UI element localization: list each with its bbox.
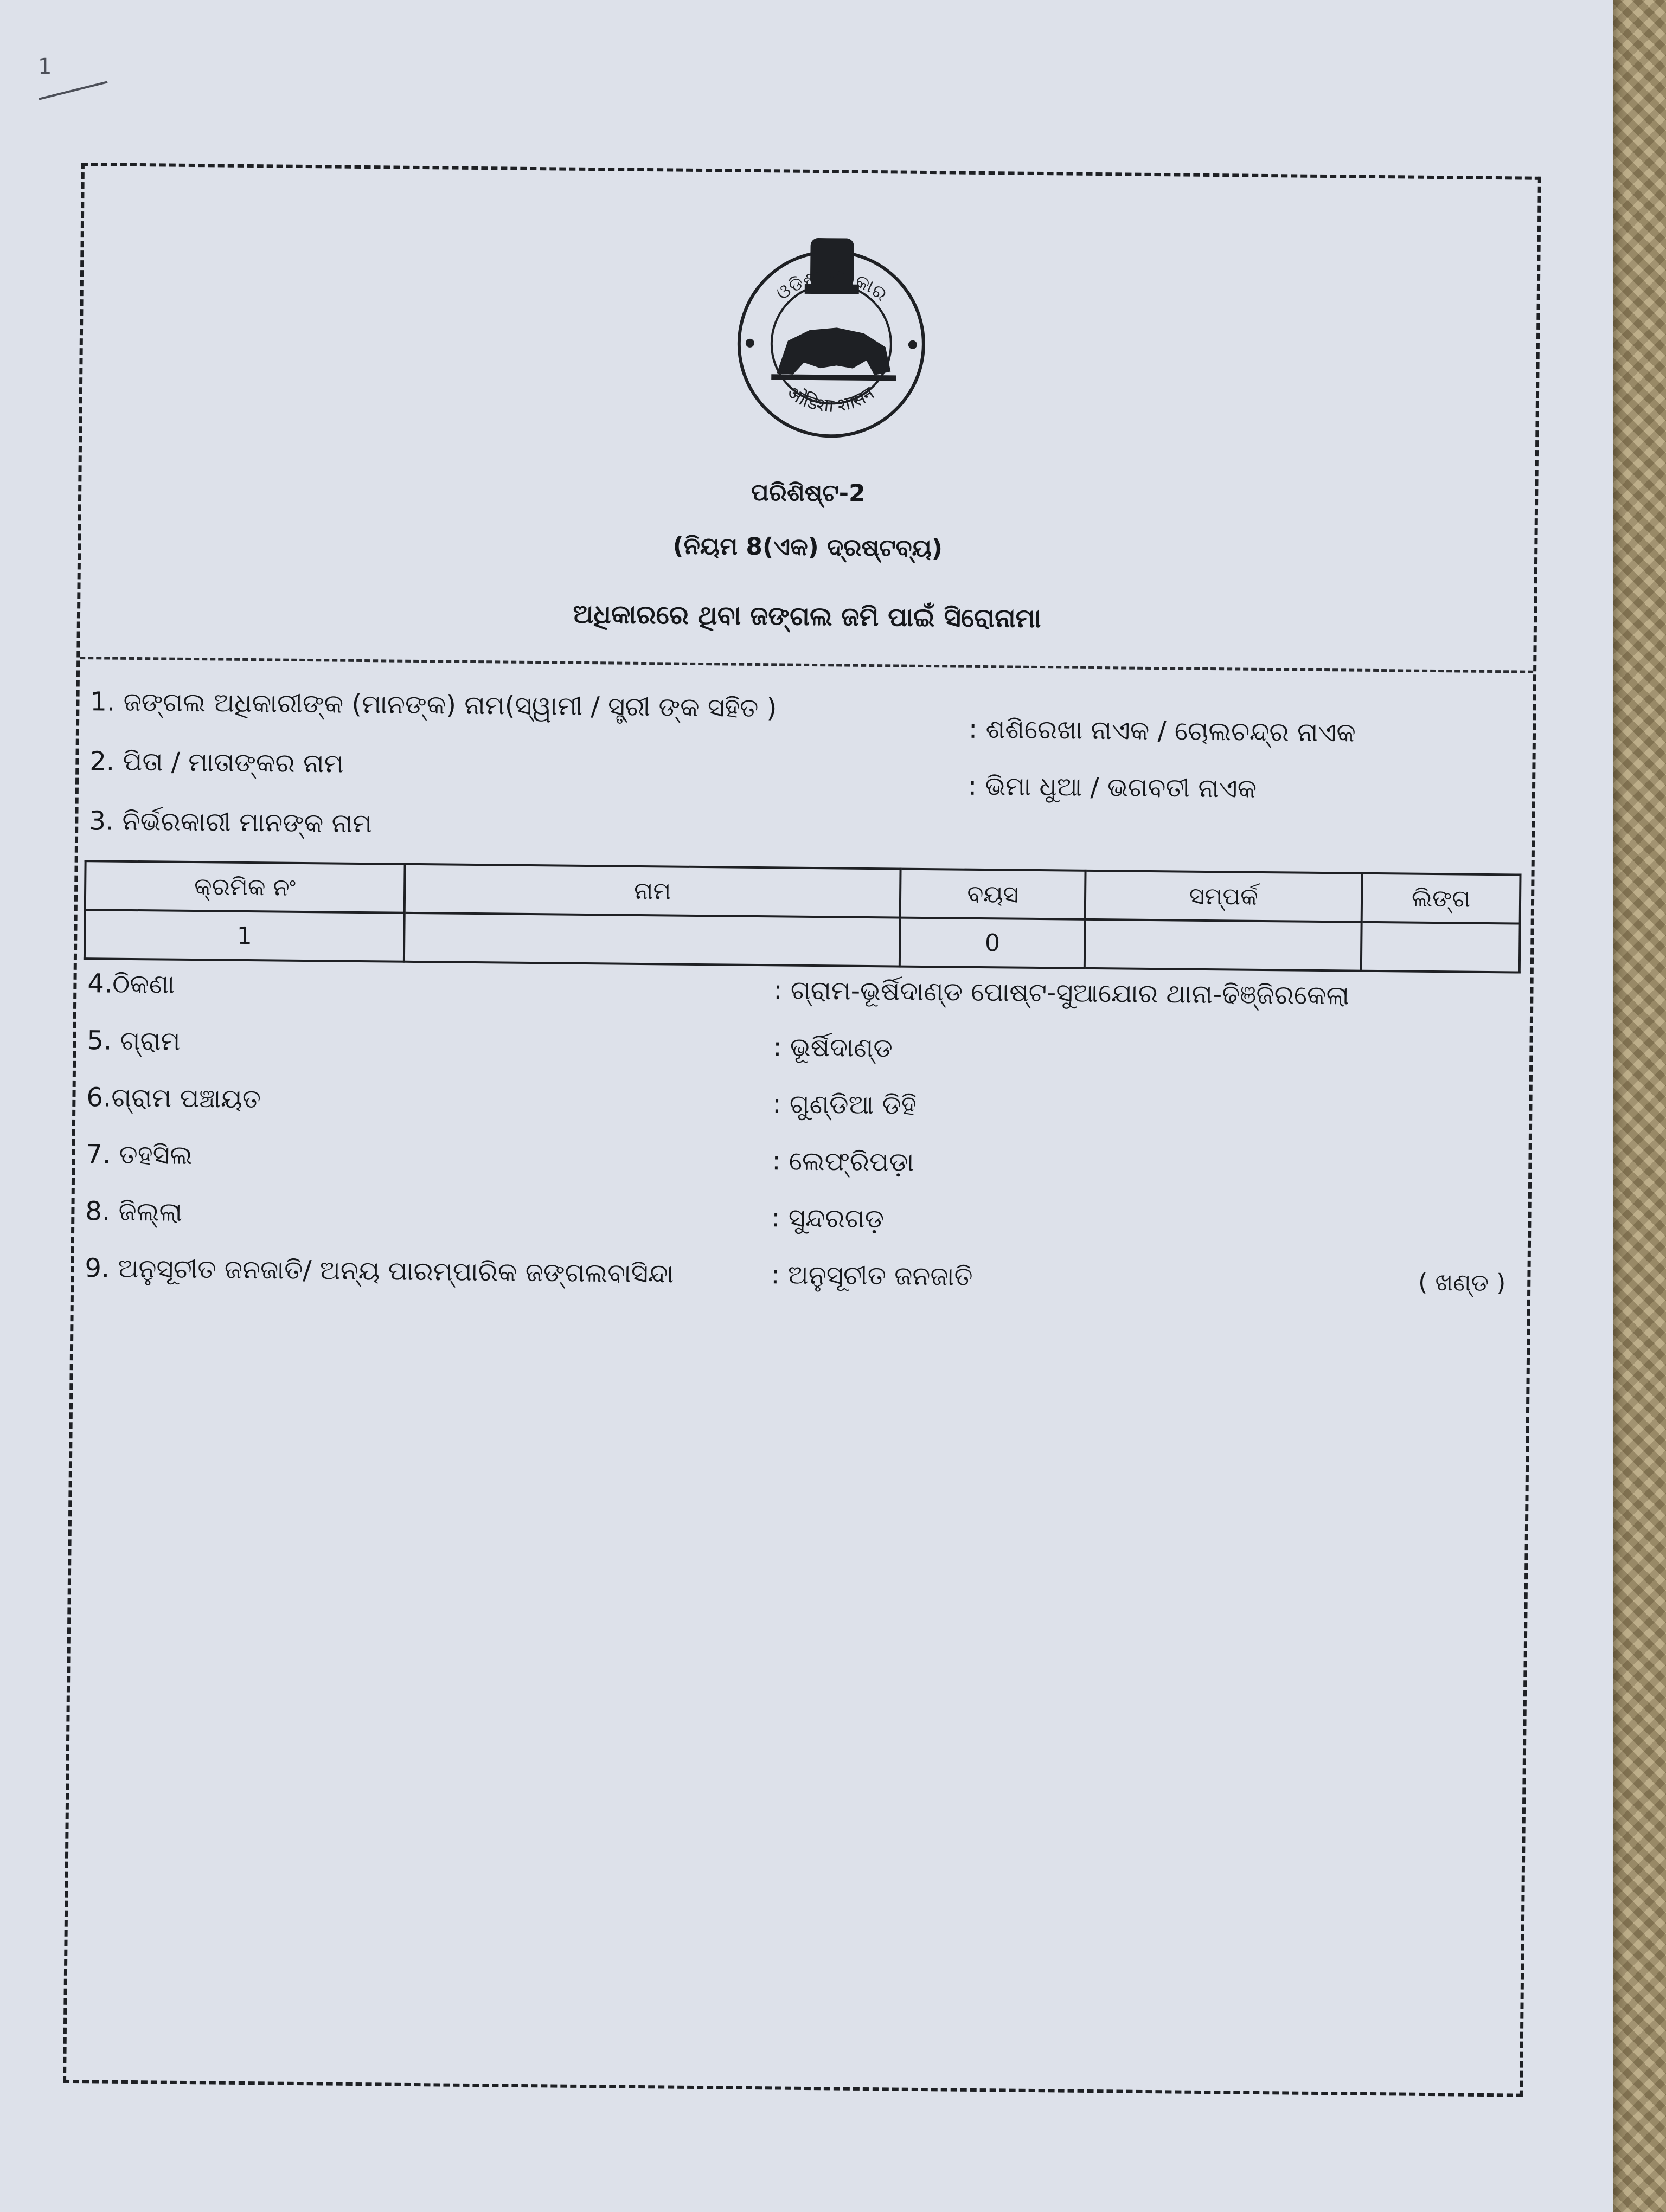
col-name-header: ନାମ: [405, 864, 901, 918]
col-relation-header: ସମ୍ପର୍କ: [1085, 871, 1362, 922]
cell-serial: 1: [85, 910, 405, 962]
col-gender-header: ଲିଙ୍ଗ: [1362, 873, 1521, 924]
tribe-label: 9. ଅନୁସୂଚୀତ ଜନଜାତି/ ଅନ୍ୟ ପାରମ୍ପାରିକ ଜଙ୍ଗଲବାସିନ୍ଦା: [85, 1253, 674, 1289]
parent-label: 2. ପିତା / ମାତାଙ୍କର ନାମ: [89, 746, 344, 779]
cell-relation: [1085, 919, 1361, 971]
form-frame: [63, 163, 1541, 2097]
panchayat-label: 6.ଗ୍ରାମ ପଞ୍ଚାୟତ: [86, 1082, 261, 1115]
district-value: : ସୁନ୍ଦରଗଡ଼: [771, 1203, 885, 1234]
col-serial-header: କ୍ରମିକ ନଂ: [85, 861, 405, 913]
page-number-mark: 1: [38, 54, 52, 79]
document-title: ଅଧିକାରରେ ଥିବା ଜଙ୍ଗଲ ଜମି ପାଇଁ ସିରୋନାମା: [573, 599, 1041, 634]
address-label: 4.ଠିକଣା: [87, 968, 175, 1000]
tribe-suffix: ( ଖଣ୍ଡ ): [1418, 1268, 1506, 1297]
holder-value: : ଶଶିରେଖା ନାଏକ / ଚୋଲଚନ୍ଦ୍ର ନାଏକ: [968, 713, 1356, 748]
tehsil-label: 7. ତହସିଲ: [86, 1139, 193, 1171]
members-table: [84, 860, 1522, 973]
parent-value: : ଭିମା ଧୁଆ / ଭଗବତୀ ନାଏକ: [967, 770, 1257, 804]
holder-label: 1. ଜଙ୍ଗଲ ଅଧିକାରୀଙ୍କ (ମାନଙ୍କ) ନାମ(ସ୍ୱାମୀ / ସ୍ତ୍ରୀ ଙ୍କ ସହିତ ): [90, 686, 777, 724]
panchayat-value: : ଗୁଣ୍ଡିଆ ଡିହି: [772, 1089, 917, 1121]
page-mark-stroke: [39, 81, 107, 100]
cell-gender: [1361, 922, 1520, 973]
col-age-header: ବୟସ: [900, 869, 1086, 919]
rule-reference: (ନିୟମ 8(ଏକ) ଦ୍ରଷ୍ଟବ୍ୟ): [672, 532, 943, 563]
dependents-label: 3. ନିର୍ଭରକାରୀ ମାନଙ୍କ ନାମ: [89, 806, 373, 839]
faint-stamp-text: [369, 266, 409, 462]
village-label: 5. ଗ୍ରାମ: [87, 1025, 181, 1057]
village-value: : ଭୂର୍ଷିଦାଣ୍ଡ: [773, 1032, 893, 1064]
appendix-heading: ପରିଶିଷ୍ଟ-2: [751, 478, 866, 507]
district-label: 8. ଜିଲ୍ଲା: [85, 1196, 183, 1227]
address-value: : ଗ୍ରାମ-ଭୂର୍ଷିଦାଣ୍ଡ ପୋଷ୍ଟ-ସୁଆଯୋର ଥାନା-ଢିଞ୍ଜିରକେଲା: [773, 975, 1350, 1011]
odisha-state-emblem-icon: [727, 232, 935, 445]
svg-text:ओडिशा शासन: ओडिशा शासन: [783, 381, 879, 417]
tehsil-value: : ଲେଫ୍ରିପଡ଼ା: [772, 1146, 914, 1178]
cell-name: [404, 913, 900, 967]
tribe-value: : ଅନୁସୂଚୀତ ଜନଜାତି: [771, 1259, 973, 1292]
title-divider: [80, 657, 1533, 673]
svg-text:ଓଡ଼ିଶା ସରକାର: ଓଡ଼ିଶା ସରକାର: [772, 265, 892, 306]
cell-age: 0: [900, 918, 1085, 968]
